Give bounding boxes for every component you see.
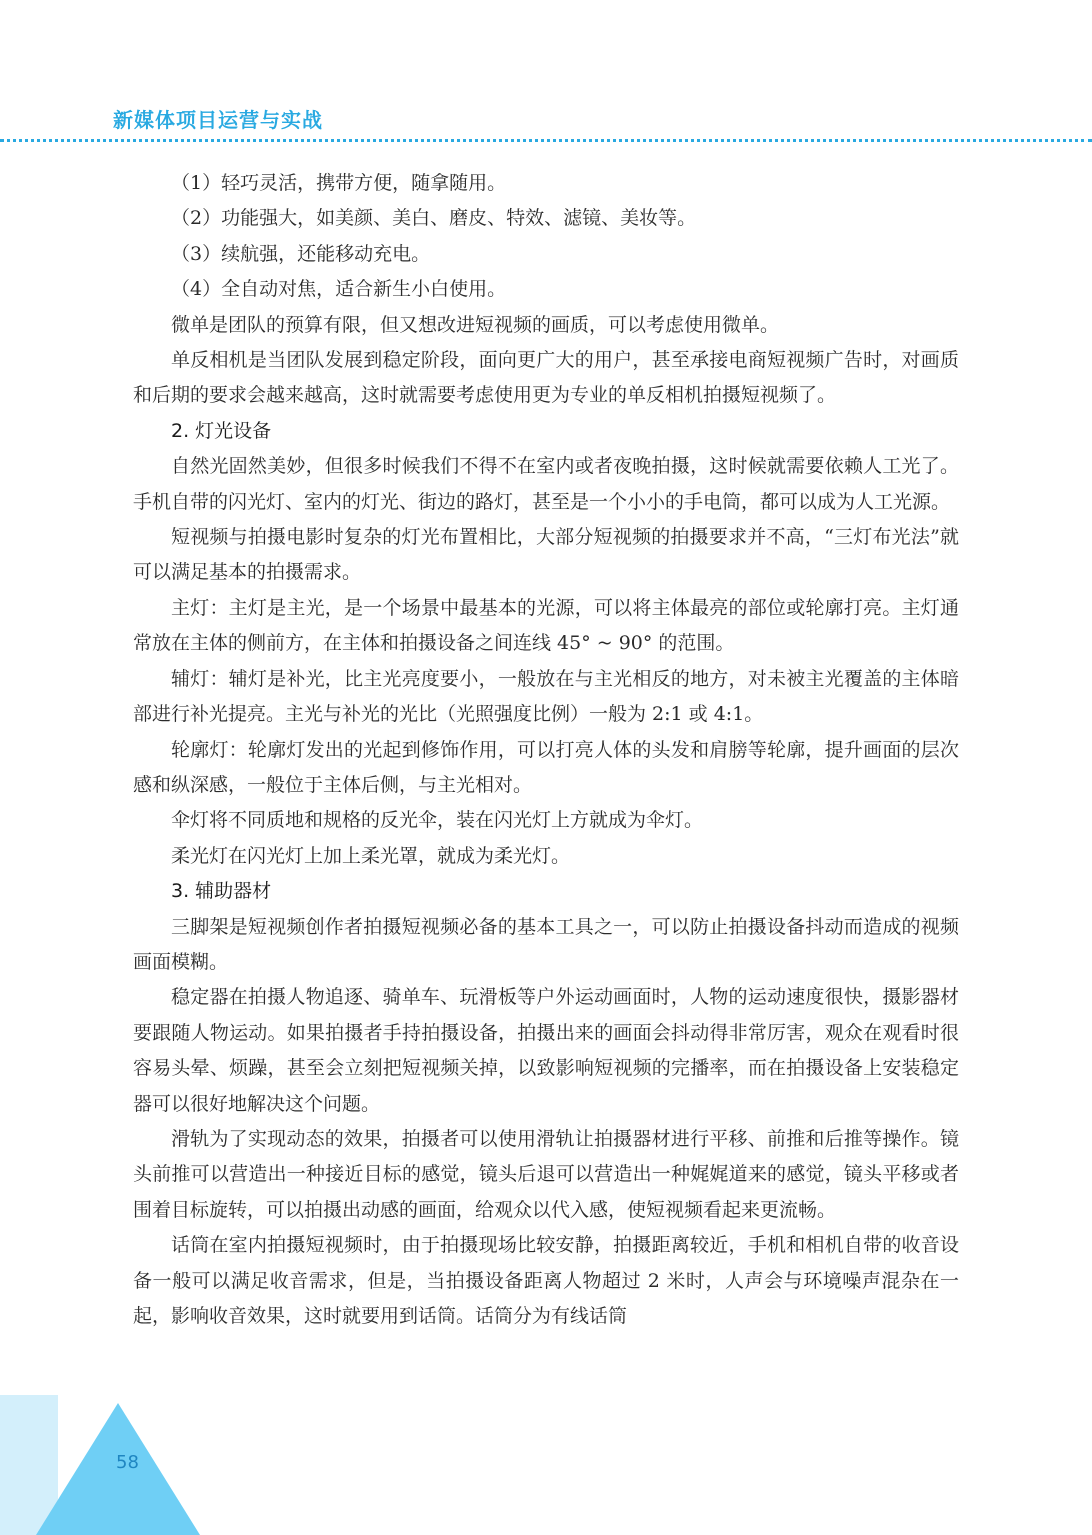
list-item: （2）功能强大，如美颜、美白、磨皮、特效、滤镜、美妆等。 xyxy=(171,207,697,230)
list-item: （4）全自动对焦，适合新生小白使用。 xyxy=(171,278,507,301)
paragraph: 滑轨为了实现动态的效果，拍摄者可以使用滑轨让拍摄器材进行平移、前推和后推等操作。镜头前推可以营造出一种接近目标的感觉，镜头后退可以营造出一种娓娓道来的感觉，镜头平移或者围着目标旋转，可以拍摄出动感的画面，给观众以代入感，使短视频看起来更流畅。 xyxy=(133,1127,959,1221)
paragraph: 自然光固然美妙，但很多时候我们不得不在室内或者夜晚拍摄，这时候就需要依赖人工光了。手机自带的闪光灯、室内的灯光、街边的路灯，甚至是一个小小的手电筒，都可以成为人工光源。 xyxy=(133,455,959,513)
paragraph: 柔光灯在闪光灯上加上柔光罩，就成为柔光灯。 xyxy=(171,844,571,867)
page-number: 58 xyxy=(116,1452,139,1473)
paragraph: 话筒在室内拍摄短视频时，由于拍摄现场比较安静，拍摄距离较近，手机和相机自带的收音设备一般可以满足收音需求，但是，当拍摄设备距离人物超过 2 米时，人声会与环境噪声混杂在一起，影响收音效果，这时就要用到话筒。话筒分为有线话筒 xyxy=(133,1234,959,1327)
paragraph: 辅灯：辅灯是补光，比主光亮度要小，一般放在与主光相反的地方，对未被主光覆盖的主体暗部进行补光提亮。主光与补光的光比（光照强度比例）一般为 2:1 或 4:1。 xyxy=(133,667,959,726)
paragraph: 稳定器在拍摄人物追逐、骑单车、玩滑板等户外运动画面时，人物的运动速度很快，摄影器材要跟随人物运动。如果拍摄者手持拍摄设备，拍摄出来的画面会抖动得非常厉害，观众在观看时很容易头晕、烦躁，甚至会立刻把短视频关掉，以致影响短视频的完播率，而在拍摄设备上安装稳定器可以很好地解决这个问题。 xyxy=(133,986,959,1115)
list-item: （3）续航强，还能移动充电。 xyxy=(171,242,431,265)
paragraph: 三脚架是短视频创作者拍摄短视频必备的基本工具之一，可以防止拍摄设备抖动而造成的视频画面模糊。 xyxy=(133,915,959,973)
header-dotted-rule xyxy=(0,139,1092,142)
page-corner-triangle xyxy=(0,1395,220,1535)
paragraph: 短视频与拍摄电影时复杂的灯光布置相比，大部分短视频的拍摄要求并不高，“三灯布光法”就可以满足基本的拍摄需求。 xyxy=(133,526,959,584)
paragraph: 轮廓灯：轮廓灯发出的光起到修饰作用，可以打亮人体的头发和肩膀等轮廓，提升画面的层次感和纵深感，一般位于主体后侧，与主光相对。 xyxy=(133,738,959,796)
paragraph: 主灯：主灯是主光，是一个场景中最基本的光源，可以将主体最亮的部位或轮廓打亮。主灯通常放在主体的侧前方，在主体和拍摄设备之间连线 45° ~ 90° 的范围。 xyxy=(133,596,959,655)
running-head-title: 新媒体项目运营与实战 xyxy=(113,108,323,132)
paragraph: 微单是团队的预算有限，但又想改进短视频的画质，可以考虑使用微单。 xyxy=(171,313,780,336)
paragraph: 单反相机是当团队发展到稳定阶段，面向更广大的用户，甚至承接电商短视频广告时，对画质和后期的要求会越来越高，这时就需要考虑使用更为专业的单反相机拍摄短视频了。 xyxy=(133,349,959,407)
body-text xyxy=(133,166,959,1334)
list-item: （1）轻巧灵活，携带方便，随拿随用。 xyxy=(171,172,507,194)
section-heading: 2. 灯光设备 xyxy=(171,419,272,442)
section-heading: 3. 辅助器材 xyxy=(171,880,272,903)
paragraph: 伞灯将不同质地和规格的反光伞，装在闪光灯上方就成为伞灯。 xyxy=(171,809,704,832)
